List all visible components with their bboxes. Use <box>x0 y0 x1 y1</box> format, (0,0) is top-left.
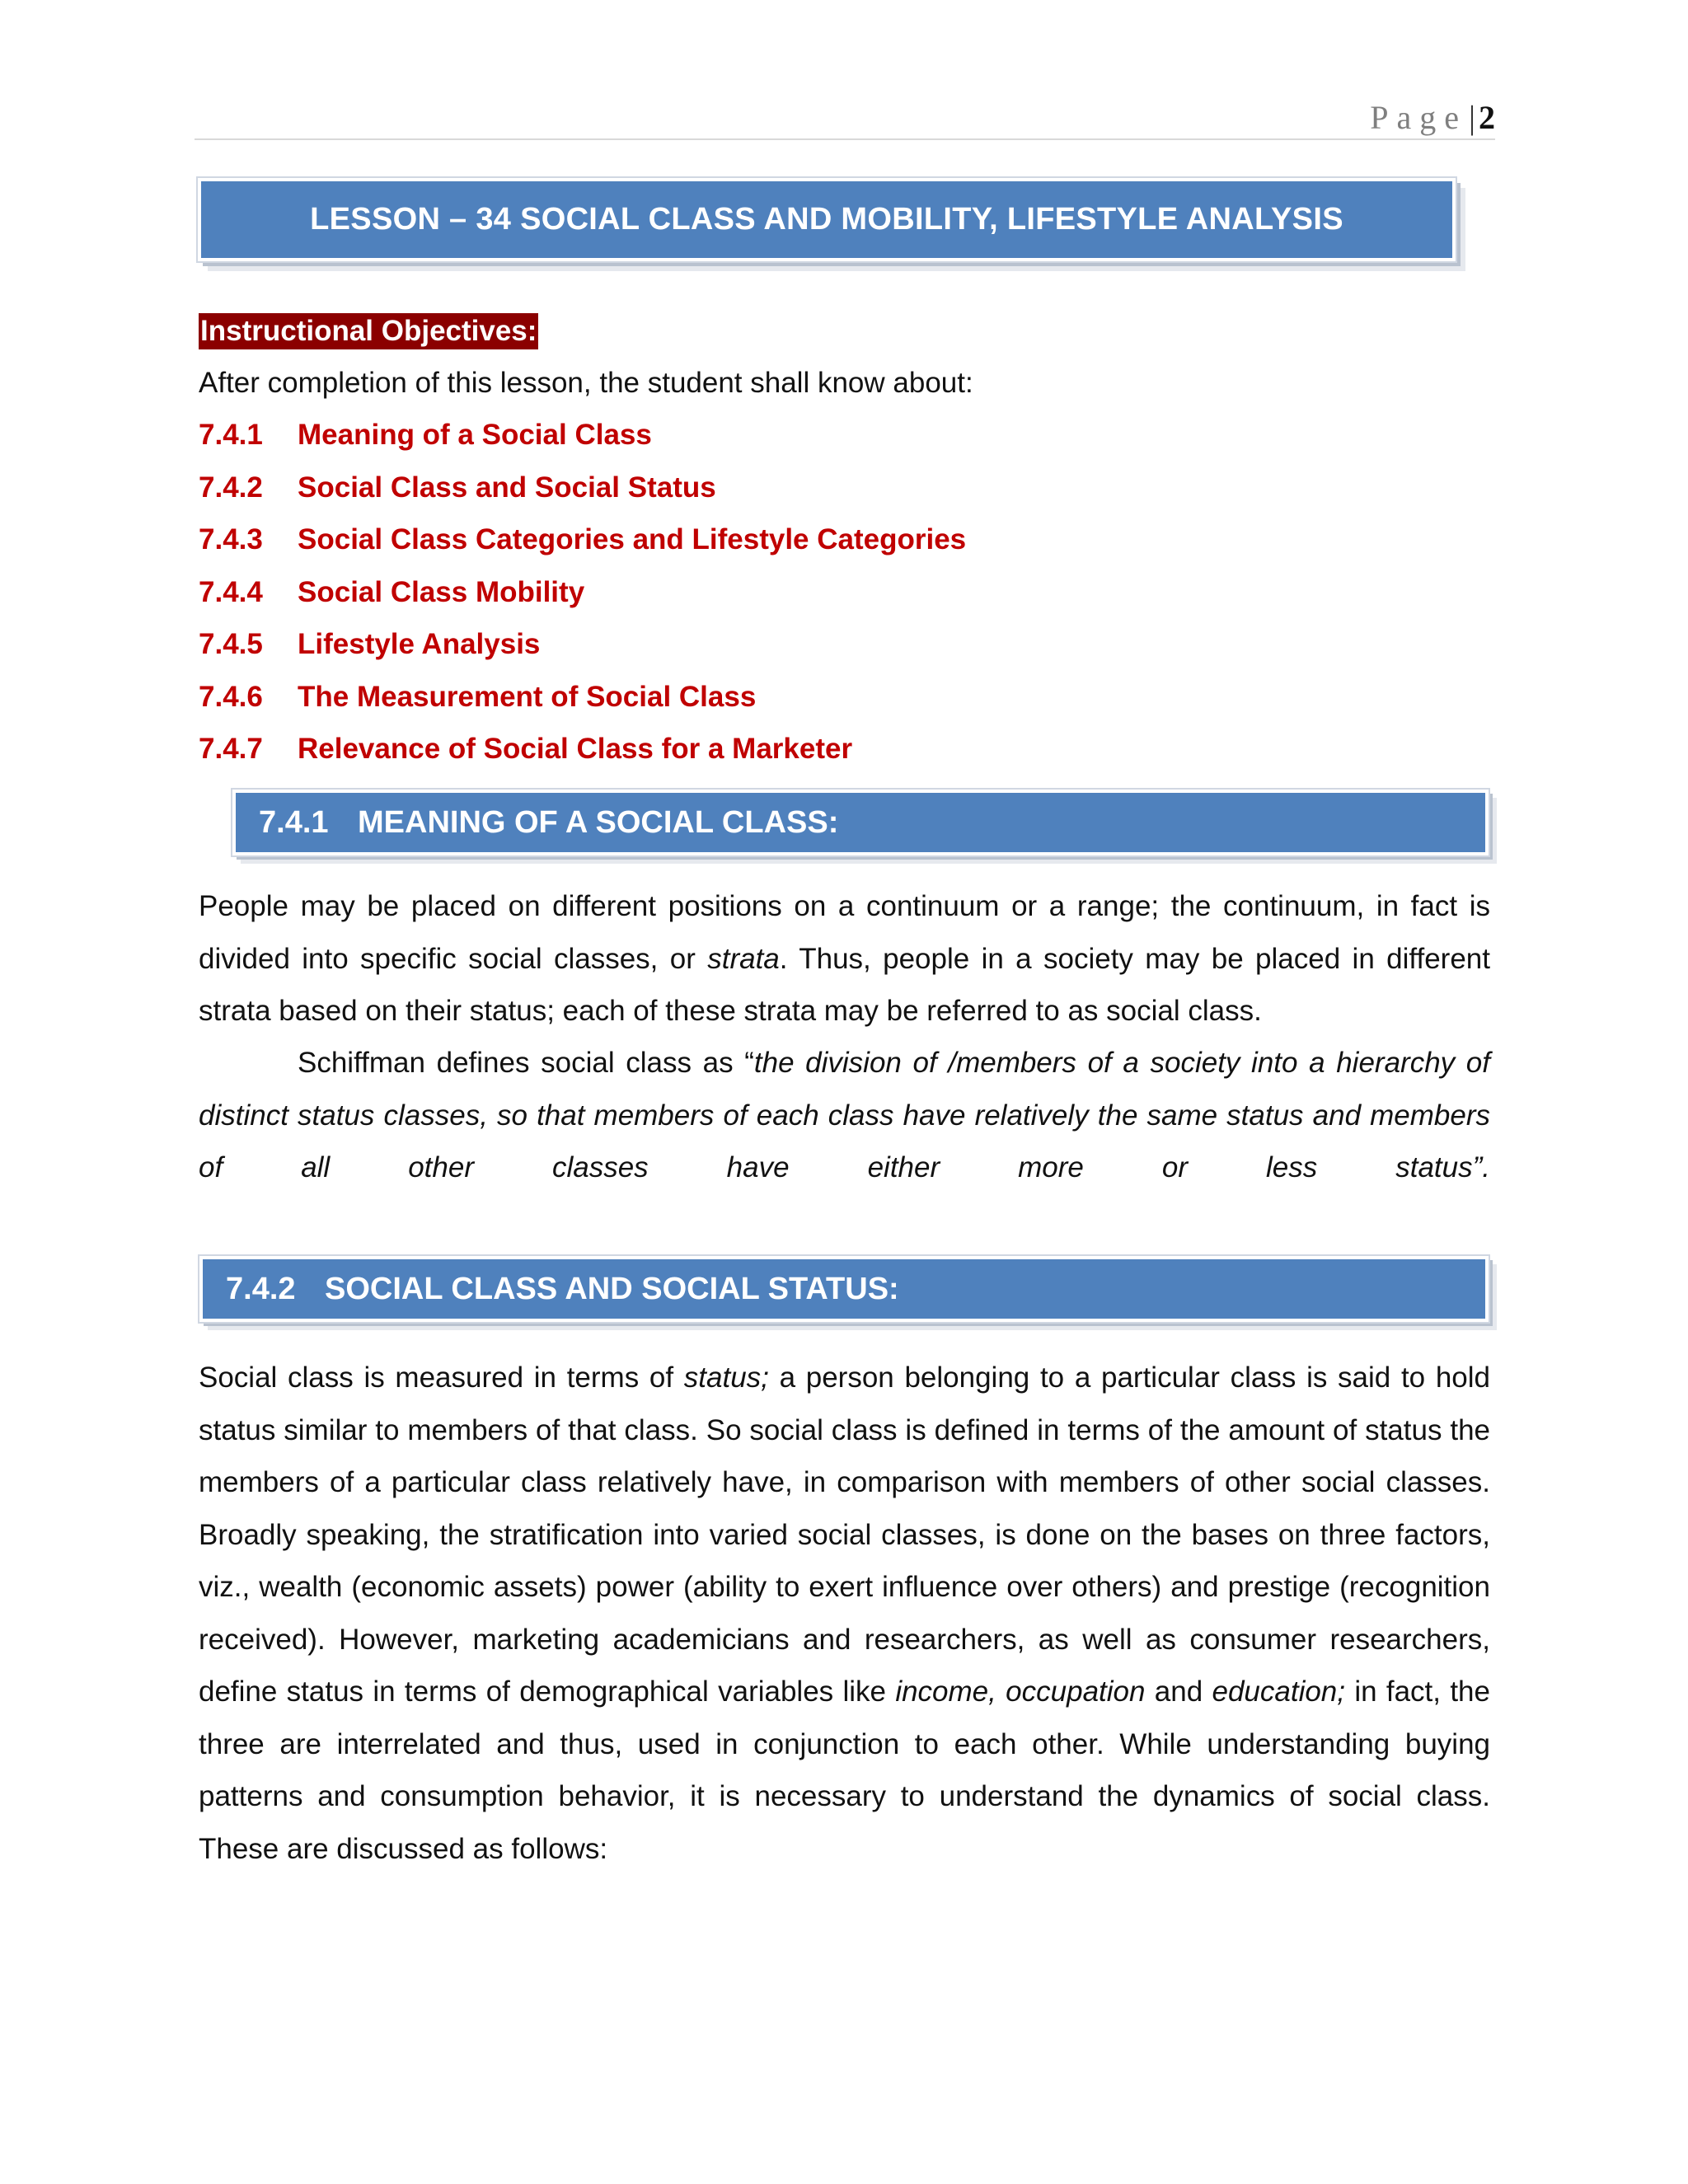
definition-paragraph <box>199 1037 1490 1194</box>
objective-item <box>199 414 966 466</box>
text-run: Schiffman defines social class as “ <box>298 1047 754 1079</box>
page-header <box>195 97 1495 140</box>
objective-number: 7.4.2 <box>199 471 263 504</box>
objective-text: Social Class Categories and Lifestyle Categories <box>298 523 967 555</box>
objective-text: Social Class and Social Status <box>298 471 716 504</box>
section-title: MEANING OF A SOCIAL CLASS: <box>358 805 839 840</box>
section1-paragraph <box>199 880 1490 1038</box>
page-number: 2 <box>1479 99 1495 136</box>
objective-item <box>199 571 966 624</box>
objective-text: Relevance of Social Class for a Marketer <box>298 733 853 765</box>
objective-item <box>199 728 966 780</box>
emphasis-text: status; <box>683 1361 769 1394</box>
text-run: and <box>1145 1675 1212 1708</box>
page-separator: | <box>1468 99 1475 136</box>
emphasis-text: strata <box>707 942 780 975</box>
section2-paragraph <box>199 1352 1490 1875</box>
section-number: 7.4.1 <box>259 805 329 840</box>
objectives-list <box>199 414 966 780</box>
objective-item <box>199 623 966 676</box>
objective-number: 7.4.5 <box>199 628 263 660</box>
objective-item <box>199 676 966 729</box>
objective-text: The Measurement of Social Class <box>298 680 757 713</box>
objective-number: 7.4.6 <box>199 680 263 713</box>
objective-number: 7.4.4 <box>199 575 263 608</box>
text-run: People may be placed on different positions on a continuum or a range; the continuum, in fact is divided into specific social classes, or <box>199 890 1490 975</box>
text-run: Social class is measured in terms of <box>199 1361 684 1394</box>
text-run: a person belonging to a particular class is said to hold status similar to members of that class. So social class is defined in terms of the amount of status the members of a particular class relatively have, in comparison with members of other social classes. Broadly speaking, the stratification into varied social classes, is done on the bases on three factors, viz., wealth (economic assets) power (ability to exert influence over others) and prestige (recognition received). However, marketing academicians and researchers, as well as consumer researchers, define status in terms of demographical variables like <box>199 1361 1491 1708</box>
emphasis-text: income, occupation <box>895 1675 1146 1708</box>
objective-item <box>199 518 966 571</box>
objective-number: 7.4.1 <box>199 419 263 451</box>
text-run: in fact, the three are interrelated and thus, used in conjunction to each other. While understanding buying patterns and consumption behavior, it is necessary to understand the dynamics of social class. These are discussed as follows: <box>199 1675 1490 1865</box>
emphasis-text: education; <box>1212 1675 1346 1708</box>
objective-text: Lifestyle Analysis <box>298 628 541 660</box>
objective-text: Meaning of a Social Class <box>298 419 652 451</box>
definition-quote: the division of /members of a society into a hierarchy of distinct status classes, so that members of each class have relatively the same status and members of all other classes have either more or less status <box>199 1047 1490 1183</box>
lesson-title: LESSON – 34 SOCIAL CLASS AND MOBILITY, LIFESTYLE ANALYSIS <box>198 178 1456 261</box>
text-run: . Thus, people in a society may be placed in different strata based on their status; each of these strata may be referred to as social class. <box>199 942 1490 1027</box>
objective-item <box>199 466 966 519</box>
text-run: ”. <box>1472 1151 1490 1183</box>
objectives-intro: After completion of this lesson, the student shall know about: <box>199 367 973 399</box>
section-heading-meaning <box>232 790 1489 855</box>
section-title: SOCIAL CLASS AND SOCIAL STATUS: <box>325 1272 899 1306</box>
section-number: 7.4.2 <box>226 1272 296 1306</box>
objective-number: 7.4.3 <box>199 523 263 555</box>
objective-text: Social Class Mobility <box>298 575 585 608</box>
objectives-label: Instructional Objectives: <box>199 313 538 349</box>
page-word: Page <box>1370 99 1467 136</box>
section-heading-status <box>199 1256 1489 1322</box>
objective-number: 7.4.7 <box>199 733 263 765</box>
